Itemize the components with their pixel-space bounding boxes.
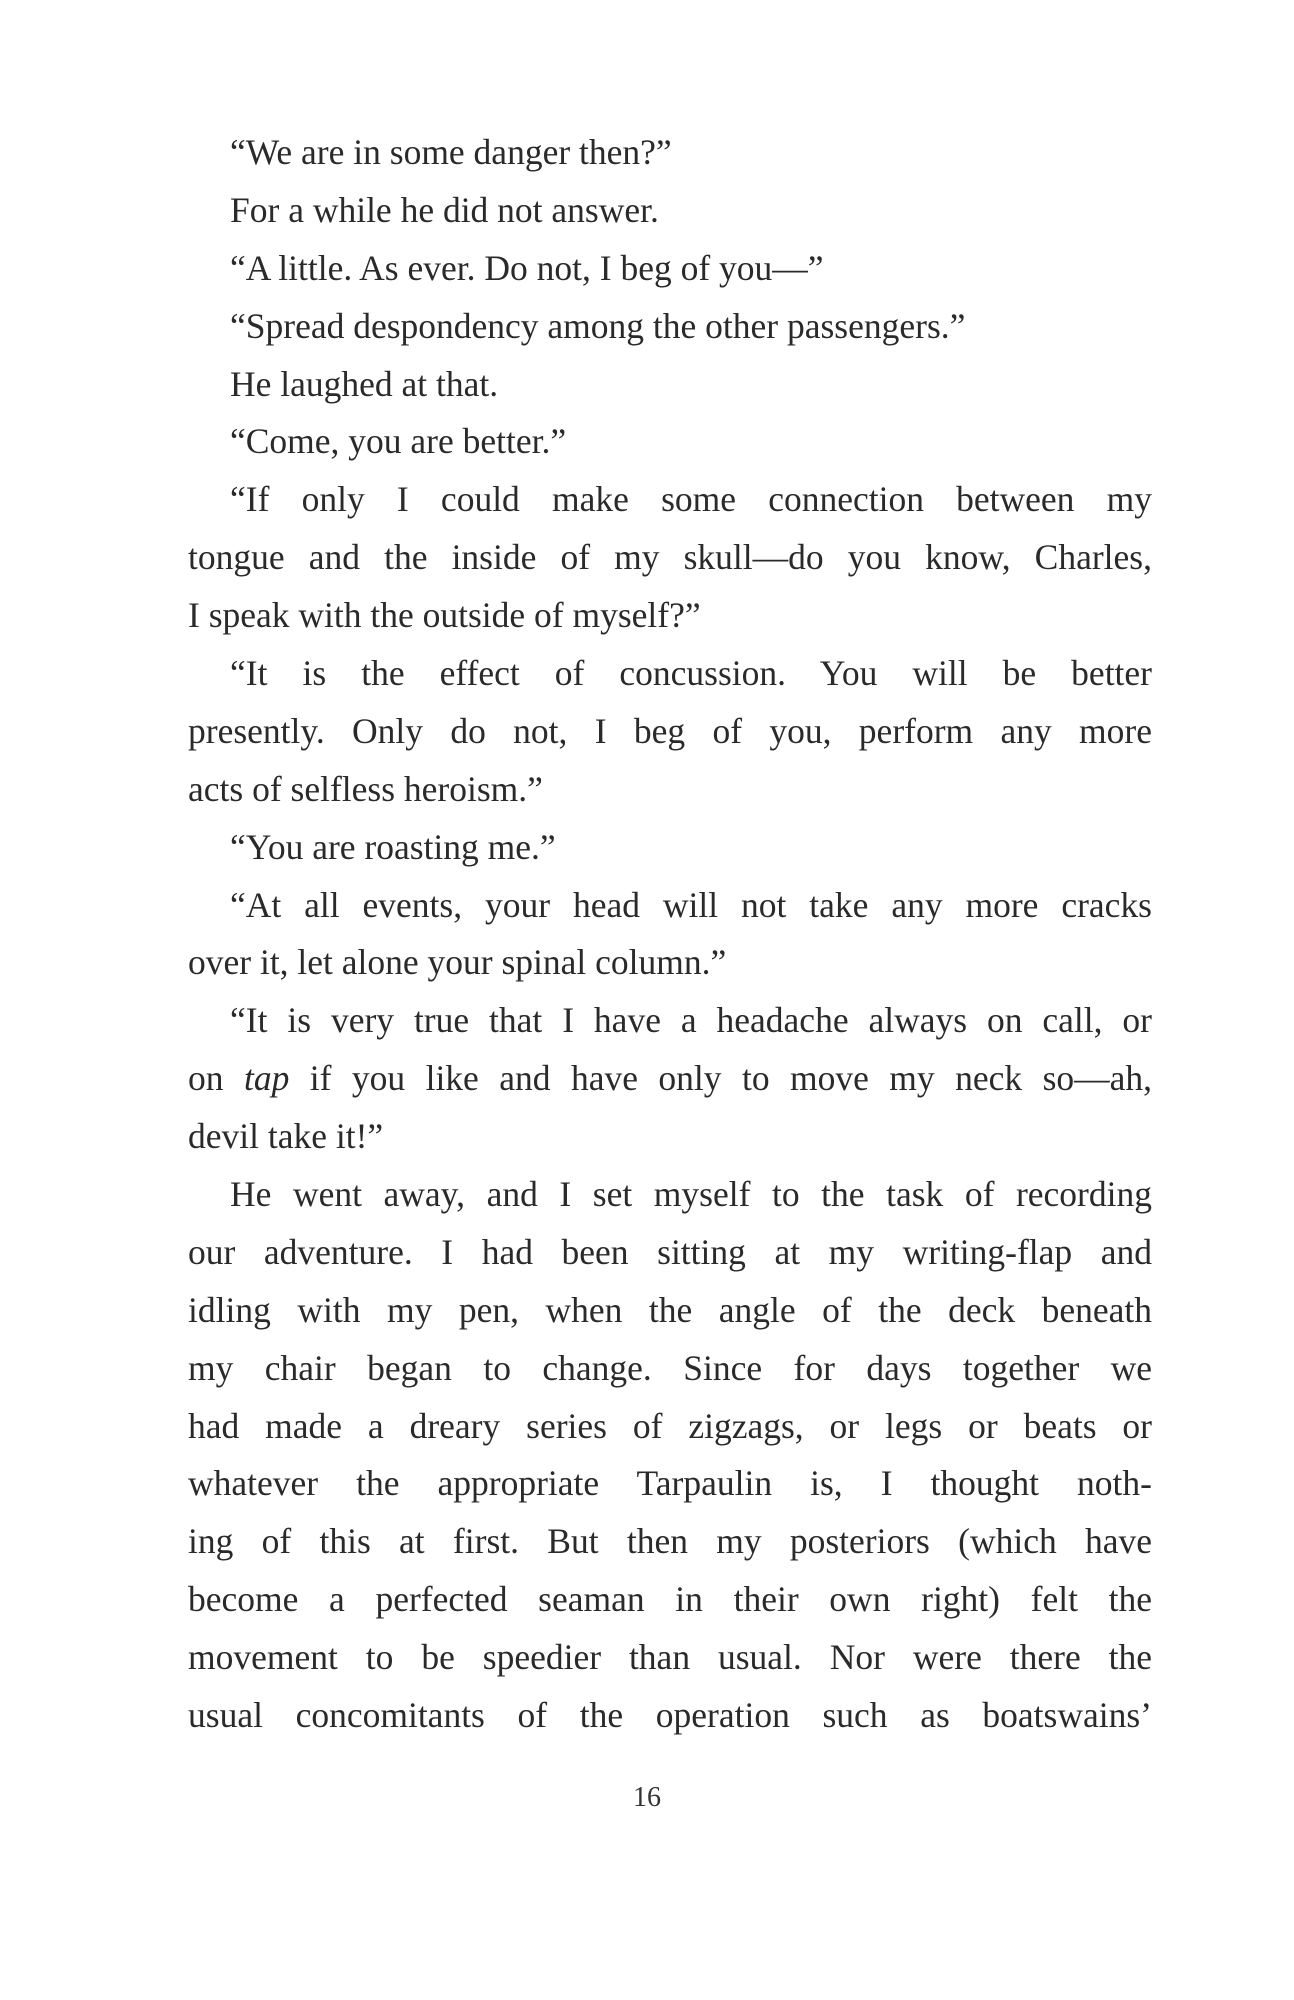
page-text bbox=[188, 124, 1152, 1745]
text-line: my chair began to change. Since for days together we bbox=[188, 1347, 1152, 1388]
text-line: usual concomitants of the operation such as boatswains’ bbox=[188, 1695, 1152, 1736]
text-run: if you like and have only to move my neck so—ah, bbox=[289, 1058, 1153, 1099]
text-line: He went away, and I set myself to the task of recording bbox=[230, 1174, 1152, 1215]
text-line: “Spread despondency among the other passengers.” bbox=[230, 305, 966, 346]
text-line: whatever the appropriate Tarpaulin is, I thought noth- bbox=[188, 1463, 1152, 1504]
text-line: ing of this at first. But then my posteriors (which have bbox=[188, 1521, 1152, 1562]
page-number: 16 bbox=[633, 1782, 661, 1813]
text-line: devil take it!” bbox=[188, 1116, 384, 1157]
text-line bbox=[188, 1050, 1152, 1108]
text-line: had made a dreary series of zigzags, or legs or beats or bbox=[188, 1405, 1152, 1446]
text-run: on bbox=[188, 1058, 244, 1099]
text-line: idling with my pen, when the angle of the deck beneath bbox=[188, 1289, 1152, 1330]
text-line: become a perfected seaman in their own right) felt the bbox=[188, 1579, 1152, 1620]
text-line: “At all events, your head will not take any more cracks bbox=[230, 884, 1152, 925]
text-line: “If only I could make some connection between my bbox=[230, 479, 1152, 520]
text-line: For a while he did not answer. bbox=[230, 189, 659, 230]
text-line: I speak with the outside of myself?” bbox=[188, 595, 701, 636]
text-line: acts of selfless heroism.” bbox=[188, 768, 543, 809]
text-line: “We are in some danger then?” bbox=[230, 132, 672, 172]
text-line: movement to be speedier than usual. Nor were there the bbox=[188, 1637, 1152, 1678]
text-line: tongue and the inside of my skull—do you know, Charles, bbox=[188, 537, 1152, 578]
text-line: “Come, you are better.” bbox=[230, 421, 567, 462]
emphasis-word: tap bbox=[243, 1058, 290, 1099]
text-line: our adventure. I had been sitting at my writing-flap and bbox=[188, 1231, 1152, 1272]
text-line: presently. Only do not, I beg of you, perform any more bbox=[188, 710, 1152, 751]
text-line: “You are roasting me.” bbox=[230, 826, 556, 867]
text-line: over it, let alone your spinal column.” bbox=[188, 942, 727, 983]
text-line: “A little. As ever. Do not, I beg of you—” bbox=[230, 247, 824, 288]
text-line: He laughed at that. bbox=[230, 363, 499, 404]
text-line: “It is the effect of concussion. You will be better bbox=[230, 653, 1152, 694]
text-line: “It is very true that I have a headache always on call, or bbox=[230, 1000, 1152, 1041]
